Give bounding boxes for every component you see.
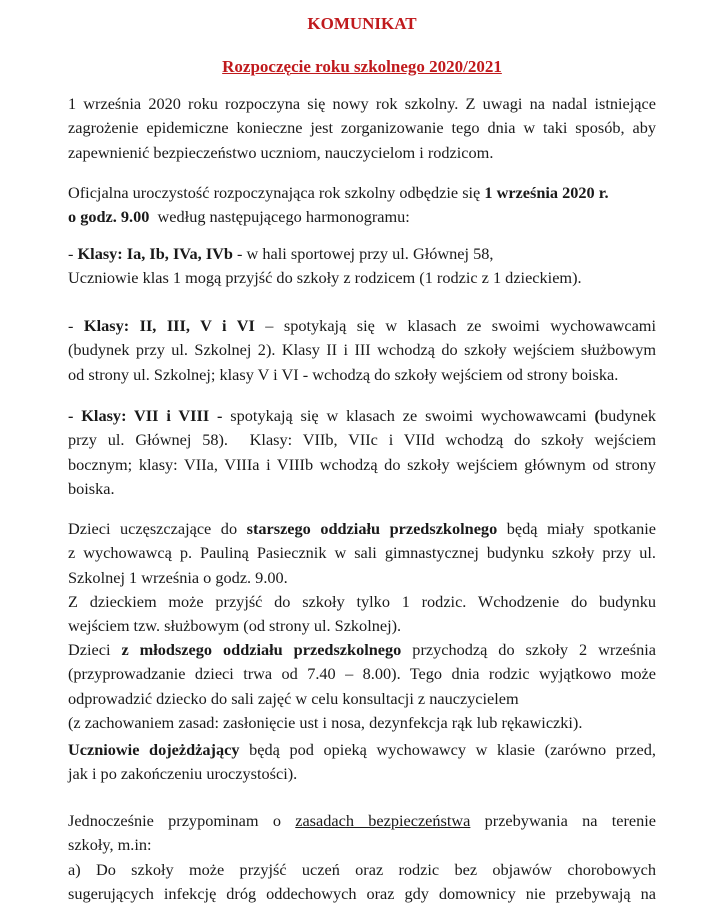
ceremony-paragraph: [68, 181, 656, 230]
text-line: (przyprowadzanie dzieci trwa od 7.40 – 8.00). Tego dnia rodzic wyjątkowo może: [68, 664, 656, 684]
text-line: bocznym; klasy: VIIa, VIIIa i VIIIb wchodzą do szkoły wejściem głównym od strony: [68, 454, 656, 474]
text-line: [68, 638, 656, 662]
text: Dzieci: [68, 640, 122, 659]
text-line: zagrożenie epidemiczne konieczne jest zorganizowanie tego dnia w taki sposób, aby: [68, 118, 656, 138]
text-line: Szkolnej 1 września o godz. 9.00.: [68, 567, 288, 587]
text-line: Uczniowie klas 1 mogą przyjść do szkoły z rodzicem (1 rodzic z 1 dzieckiem).: [68, 268, 582, 288]
text-line: zapewnienić bezpieczeństwo uczniom, nauczycielom i rodzicom.: [68, 142, 494, 162]
preschool-younger-group: z młodszego oddziału przedszkolnego: [121, 640, 402, 659]
ceremony-time: o godz. 9.00: [68, 207, 150, 227]
group-3-paragraph: [68, 404, 656, 501]
text-line: sugerujących infekcję dróg oddechowych oraz gdy domownicy nie przebywają na: [68, 883, 656, 903]
group-2-info: – spotykają się w klasach ze swoimi wychowawcami: [254, 316, 656, 335]
text: będą pod opieką wychowawcy w klasie (zarówno przed,: [239, 740, 656, 759]
text-line: jak i po zakończeniu uroczystości).: [68, 764, 298, 784]
document-title: KOMUNIKAT: [307, 14, 417, 33]
text-line: 1 września 2020 roku rozpoczyna się nowy rok szkolny. Z uwagi na nadal istniejące: [68, 94, 656, 113]
safety-paragraph: [68, 809, 656, 906]
preschool-younger-paragraph: [68, 638, 656, 735]
text-line: wejściem tzw. służbowym (od strony ul. Szkolnej).: [68, 616, 402, 636]
ceremony-text: według następującego harmonogramu:: [149, 207, 410, 227]
text-line: szkoły, m.in:: [68, 835, 152, 855]
text-line: [68, 181, 656, 205]
preschool-older-group: starszego oddziału przedszkolnego: [246, 519, 498, 538]
text: Dzieci uczęszczające do: [68, 519, 247, 538]
commuting-paragraph: [68, 738, 656, 787]
text-line: (z zachowaniem zasad: zasłonięcie ust i nosa, dezynfekcja rąk lub rękawiczki).: [68, 712, 583, 732]
text-line: odprowadzić dziecko do sali zajęć w celu konsultacji z nauczycielem: [68, 688, 519, 708]
text-line: [68, 809, 656, 833]
text-line: z wychowawcą p. Pauliną Pasiecznik w sali gimnastycznej budynku szkoły przy ul.: [68, 543, 656, 563]
group-1-paragraph: [68, 242, 656, 291]
group-3-classes: - Klasy: VII i VIII -: [68, 406, 223, 425]
text: będą miały spotkanie: [497, 519, 657, 538]
text-line: [68, 517, 656, 541]
text-line: [68, 404, 656, 428]
text-line: od strony ul. Szkolnej; klasy V i VI - wchodzą do szkoły wejściem od strony boiska.: [68, 364, 619, 384]
group-3-info-end: budynek: [599, 406, 656, 425]
text: przychodzą do szkoły 2 września: [401, 640, 657, 659]
text: Jednocześnie przypominam o: [68, 811, 296, 830]
group-1-classes: Klasy: Ia, Ib, IVa, IVb: [77, 244, 233, 263]
group-2-paragraph: [68, 314, 656, 387]
document-subtitle: Rozpoczęcie roku szkolnego 2020/2021: [222, 57, 502, 76]
text: przebywania na terenie: [470, 811, 656, 830]
ceremony-date: 1 września 2020 r.: [484, 183, 609, 202]
safety-item-a: a) Do szkoły może przyjść uczeń oraz rodzic bez objawów chorobowych: [68, 859, 656, 879]
ceremony-text: Oficjalna uroczystość rozpoczynająca rok szkolny odbędzie się: [68, 183, 485, 202]
group-1-location: - w hali sportowej przy ul. Głównej 58,: [232, 244, 494, 263]
text-line: (budynek przy ul. Szkolnej 2). Klasy II i III wchodzą do szkoły wejściem służbowym: [68, 340, 656, 360]
group-3-info: spotykają się w klasach ze swoimi wychowawcami: [222, 406, 595, 425]
group-2-classes: Klasy: II, III, V i VI: [83, 316, 255, 335]
dash: -: [68, 244, 78, 263]
text-line: boiska.: [68, 478, 115, 498]
intro-paragraph: [68, 92, 656, 165]
text-line: Z dzieckiem może przyjść do szkoły tylko 1 rodzic. Wchodzenie do budynku: [68, 591, 656, 611]
safety-rules-emphasis: zasadach bezpieczeństwa: [295, 811, 471, 830]
text-line: [68, 314, 656, 338]
preschool-older-paragraph: [68, 517, 656, 638]
commuting-students: Uczniowie dojeżdżający: [68, 740, 240, 759]
text-line: [68, 242, 656, 266]
dash: -: [68, 316, 84, 335]
text-line: przy ul. Głównej 58). Klasy: VIIb, VIIc i VIId wchodzą do szkoły wejściem: [68, 430, 656, 450]
paren: (: [594, 406, 600, 425]
text-line: [68, 738, 656, 762]
text-line: [68, 205, 656, 229]
